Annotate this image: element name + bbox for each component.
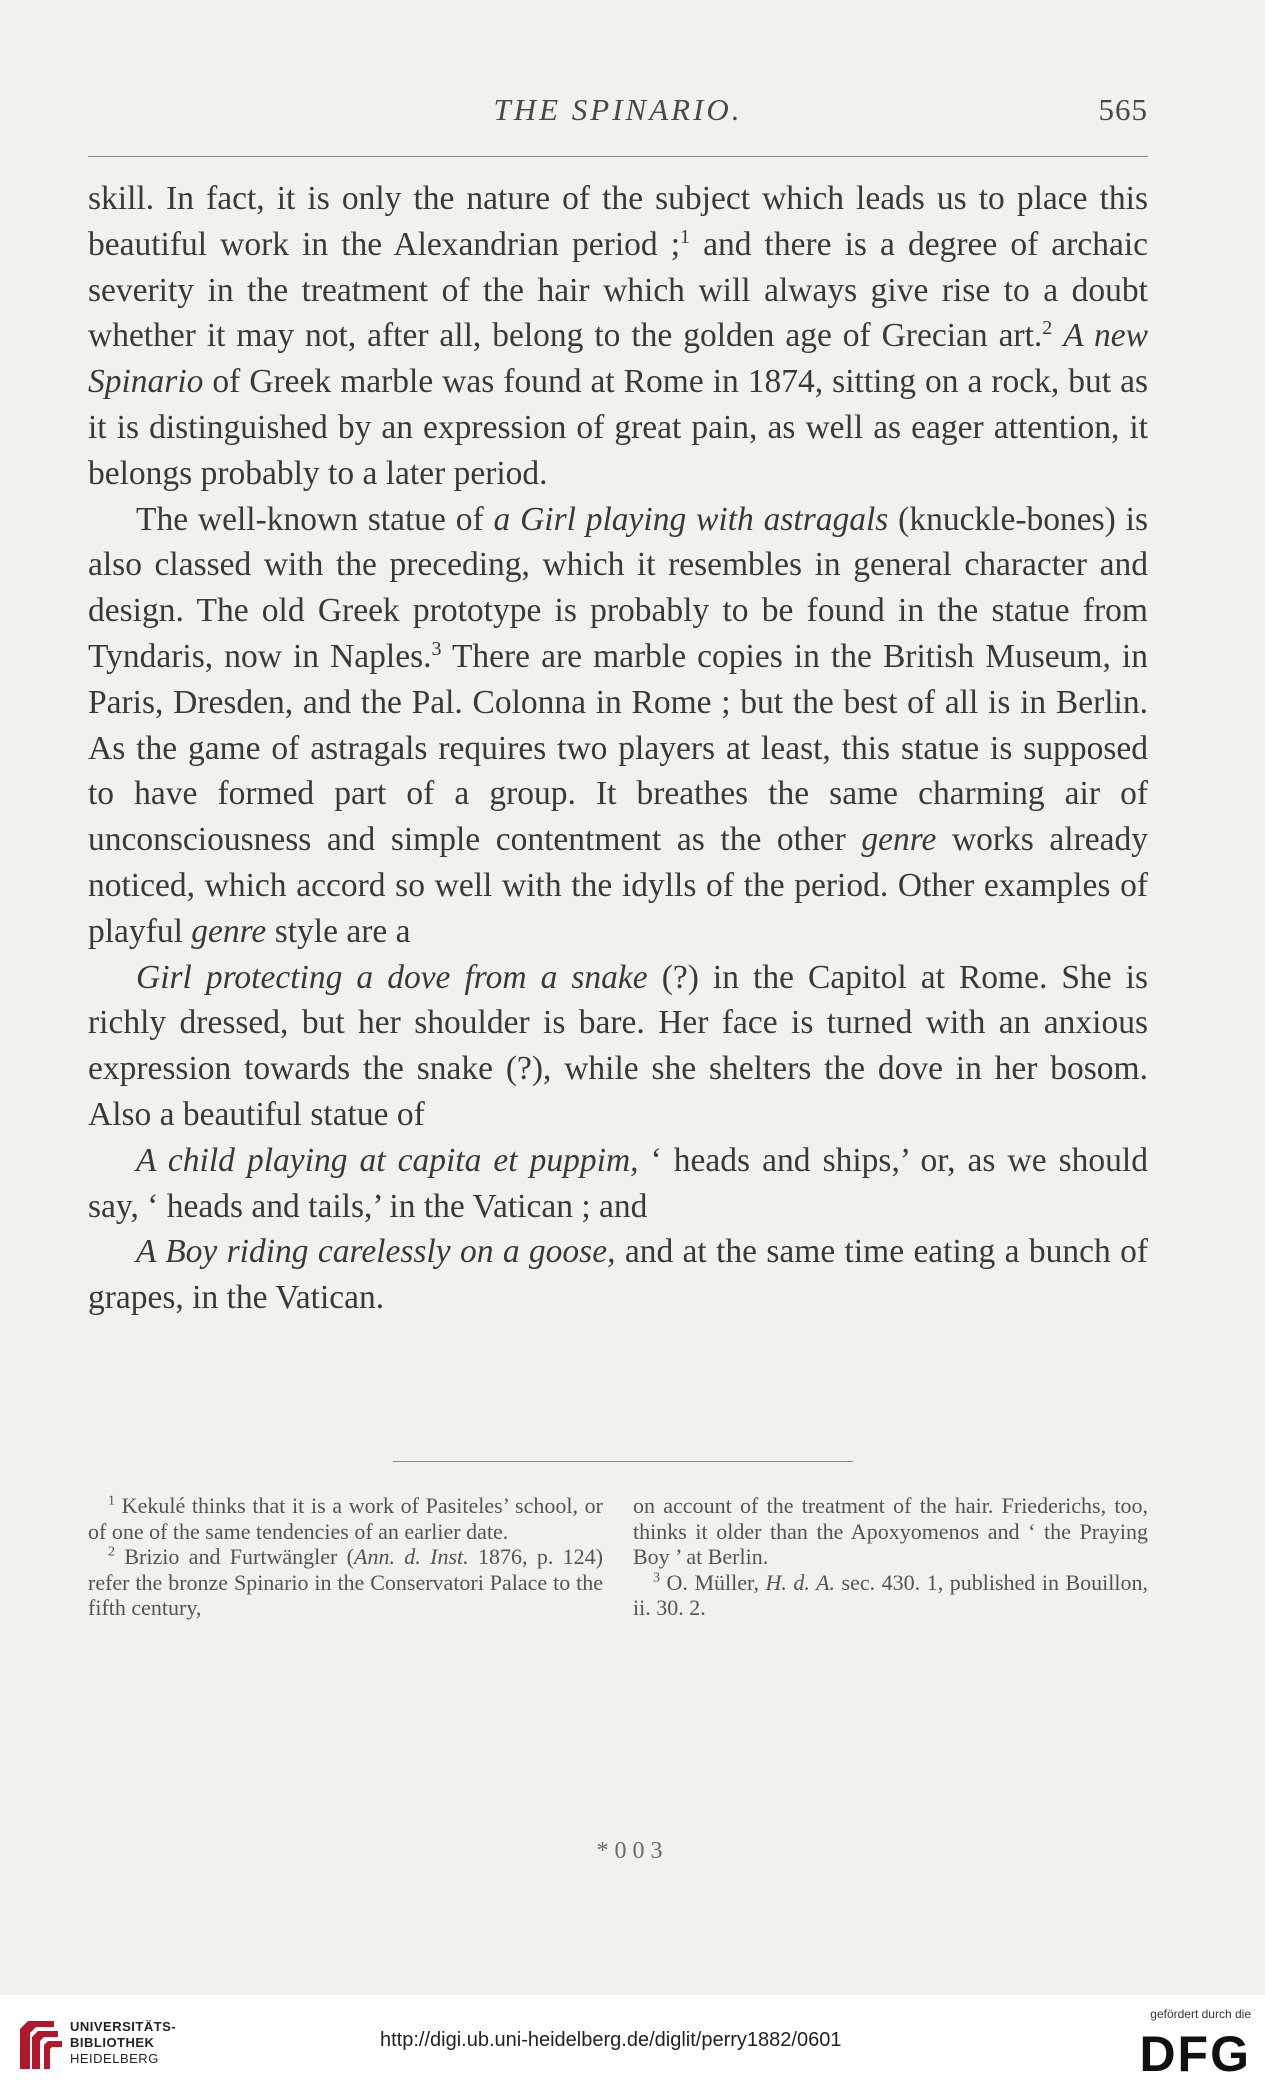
footnote-mark: 2 [108,1544,115,1560]
footnote-3 [633,1570,1148,1621]
header-rule [88,156,1148,157]
paragraph-5 [88,1229,1148,1321]
italic-title: A Boy riding carelessly on a goose, [136,1233,616,1271]
text-span: skill. In fact, it is only the nature of the subject which leads us to place this beautiful work in the Alexandrian period ; [88,180,1148,263]
funder-label: gefördert durch die [1150,2007,1251,2021]
library-name [70,2019,176,2067]
dfg-logo: DFG [1139,2026,1251,2082]
text-span: and at the same time eating a bunch of grapes, in the Vatican. [88,1233,1148,1317]
italic-title: a Girl playing with astragals [493,500,889,538]
text-span: of Greek marble was found at Rome in 1874, sitting on a rock, but as it is distinguished by an expression of great pain, as well as eager attention, it belongs probably to a later period. [88,363,1148,492]
footnote-column-right [633,1493,1148,1621]
footnote-text: Kekulé thinks that it is a work of Pasiteles’ school, or of one of the same tendencies of an earlier date. [88,1493,603,1544]
footnote-text: 1876, p. 124) refer the bronze Spinario in the Conservatori Palace to the fifth century, [88,1544,604,1620]
footnote-ref-3[interactable]: 3 [431,637,442,660]
text-span: style are a [266,912,411,950]
footnote-1 [88,1493,603,1544]
text-span: and there is a degree of archaic severity in the treatment of the hair which will always give rise to a doubt whether it may not, after all, belong to the golden age of Grecian art. [88,225,1148,355]
running-title: THE SPINARIO. [493,92,743,127]
footnote-2 [88,1544,603,1621]
footnote-mark: 3 [653,1570,660,1586]
paragraph-3 [88,955,1148,1138]
paragraph-4 [88,1138,1148,1230]
body-text [88,176,1148,1321]
footnotes [88,1493,1148,1621]
italic-title: Girl protecting a dove from a snake [136,958,648,996]
italic-term: genre [861,821,937,859]
italic-title: A child playing at capita et puppim, [136,1141,639,1179]
text-span: There are marble copies in the British Museum, in Paris, Dresden, and the Pal. Colonna in Rome ; but the best of all is in Berlin. As the game of astragals requires two players at least, this statue is supposed to have formed part of a group. It breathes the same charming air of unconsciousness and simple contentment as the other [88,637,1148,859]
footnote-ref-1[interactable]: 1 [680,225,691,248]
footnote-ref-2[interactable]: 2 [1042,317,1053,340]
text-span: works already noticed, which accord so well with the idylls of the period. Other examples of playful [88,821,1148,950]
footnote-column-left [88,1493,603,1621]
library-logo-icon [14,2017,66,2073]
italic-citation: H. d. A. [765,1569,836,1595]
signature-mark: *003 [596,1838,669,1864]
footnote-mark: 1 [108,1493,115,1509]
footnote-text: sec. 430. 1, published in Bouillon, ii. 30. 2. [633,1569,1149,1620]
permalink-url[interactable]: http://digi.ub.uni-heidelberg.de/diglit/perry1882/0601 [380,2029,842,2051]
library-name-line: BIBLIOTHEK [70,2035,155,2050]
page-number: 565 [1098,92,1148,127]
italic-term: genre [191,912,267,950]
text-span: (?) in the Capitol at Rome. She is richly dressed, but her shoulder is bare. Her face is turned with an anxious expression towards the snake (?), while she shelters the dove in her bosom. Also a beautiful statue of [88,958,1149,1133]
digitization-footer [0,1995,1265,2089]
page-header [88,92,1148,142]
text-span: ‘ heads and ships,’ or, as we should say, ‘ heads and tails,’ in the Vatican ; and [88,1141,1148,1225]
library-name-line: UNIVERSITÄTS- [70,2019,177,2034]
text-span [1052,317,1063,354]
paragraph-1 [88,176,1148,497]
italic-citation: Ann. d. Inst. [354,1544,469,1569]
funder-block [1081,2007,1251,2081]
paragraph-2 [88,497,1148,955]
footnote-text: Brizio and Furtwängler ( [115,1544,354,1569]
footnote-separator [393,1461,853,1462]
text-span: The well-known statue of [136,500,494,538]
italic-title: A new Spinario [88,317,1148,401]
footnote-text: O. Müller, [660,1569,766,1595]
library-name-line: HEIDELBERG [70,2051,159,2066]
text-span: (knuckle-bones) is also classed with the preceding, which it resembles in general character and design. The old Greek prototype is probably to be found in the statue from Tyndaris, now in Naples. [88,500,1149,675]
footnote-2-continued: on account of the treatment of the hair. Friederichs, too, thinks it older than the Apoxyomenos and ‘ the Praying Boy ’ at Berlin. [633,1493,1148,1569]
